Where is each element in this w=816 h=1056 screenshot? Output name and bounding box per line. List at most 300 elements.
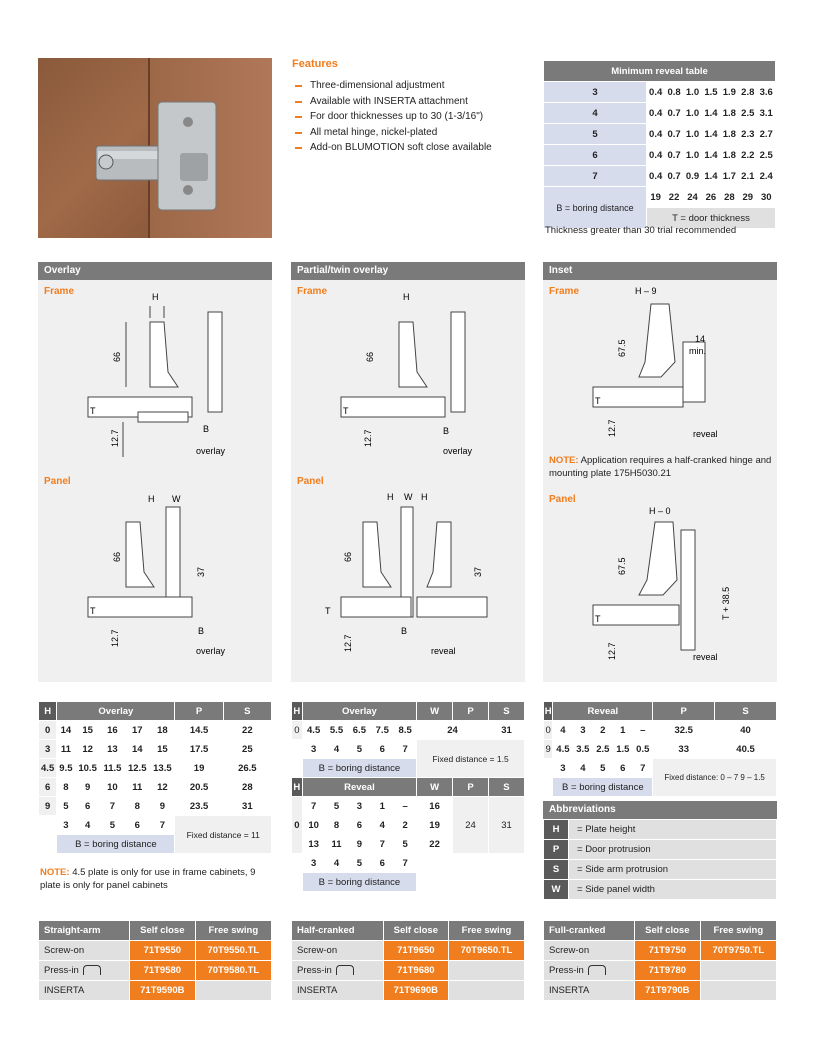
partial-data-table [291, 701, 525, 892]
table-cell: 13 [101, 740, 124, 758]
part-number [449, 961, 524, 980]
diagram-h-label: H [152, 292, 159, 302]
reveal-value-cell: 1.0 [684, 103, 701, 123]
reveal-value-cell: 0.7 [665, 103, 682, 123]
table-cell: 1 [613, 721, 632, 739]
minimum-reveal-table [543, 60, 776, 229]
table-cell: 14 [125, 740, 149, 758]
table-cell: 17.5 [175, 740, 222, 758]
abbreviations-table [543, 819, 777, 900]
table-row [544, 145, 775, 165]
spacer [39, 816, 56, 834]
svg-text:reveal: reveal [693, 429, 718, 439]
table-cell: 5 [348, 740, 370, 758]
overlay-panel-diagram [38, 482, 272, 672]
abbr-key: H [544, 820, 568, 839]
features-title: Features [292, 58, 338, 70]
table-row [292, 921, 524, 940]
reveal-value-cell: 2.5 [757, 145, 775, 165]
reveal-value-cell: 0.4 [647, 103, 664, 123]
table-cell: 22 [417, 835, 452, 853]
boring-label: B = boring distance [553, 778, 652, 796]
abbr-text: Plate height [585, 824, 636, 835]
abbr-text: Side panel width [585, 884, 655, 895]
svg-text:T + 38.5: T + 38.5 [721, 586, 731, 620]
table-cell: 2 [394, 816, 416, 834]
table-cell: 4.5 [39, 759, 56, 777]
thickness-cell: 19 [647, 187, 664, 207]
table-cell: 4 [326, 854, 348, 872]
table-cell: 3 [348, 797, 370, 815]
reveal-value-cell: 0.4 [647, 82, 664, 102]
svg-text:B: B [443, 426, 450, 436]
table-cell: 11.5 [101, 759, 124, 777]
boring-label: B = boring distance [303, 759, 416, 777]
svg-text:67.5: 67.5 [617, 557, 627, 575]
table-cell: 6 [125, 816, 149, 834]
part-number: 70T9750.TL [701, 941, 776, 960]
part-number [701, 961, 776, 980]
table-cell: 31 [489, 797, 524, 853]
table-cell: 1 [371, 797, 393, 815]
overlay-frame-diagram [38, 282, 272, 472]
part-number: 71T9550 [130, 941, 195, 960]
mounting-label: Screw-on [292, 941, 383, 960]
table-row [39, 740, 271, 758]
svg-text:overlay: overlay [443, 446, 473, 456]
table-row [39, 778, 271, 796]
table-cell: 14 [57, 721, 74, 739]
part-number: 70T9650.TL [449, 941, 524, 960]
inset-panel-diagram [543, 500, 777, 675]
table-row [292, 721, 524, 739]
reveal-value-cell: 2.7 [757, 124, 775, 144]
press-in-icon [336, 965, 354, 975]
table-row [39, 921, 271, 940]
reveal-value-cell: 2.8 [739, 82, 756, 102]
svg-text:T: T [595, 396, 601, 406]
table-cell: 9 [150, 797, 174, 815]
table-cell: 33 [653, 740, 714, 758]
reveal-value-cell: 2.4 [757, 166, 775, 186]
feature-item: Available with INSERTA attachment [292, 94, 492, 110]
table-cell: 9 [39, 797, 56, 815]
table-row [544, 740, 776, 758]
table-cell: S [224, 702, 271, 720]
abbr-text: Door protrusion [585, 844, 651, 855]
table-cell: 2.5 [593, 740, 612, 758]
overlay-panel-label: Panel [44, 476, 71, 487]
reveal-value-cell: 1.4 [702, 103, 719, 123]
thickness-cell: 28 [721, 187, 738, 207]
table-row [544, 759, 776, 777]
table-cell: W [417, 778, 452, 796]
reveal-value-cell: 2.3 [739, 124, 756, 144]
reveal-value-cell: 1.4 [702, 145, 719, 165]
table-cell: 8 [125, 797, 149, 815]
spacer [39, 835, 56, 853]
table-row [544, 721, 776, 739]
table-cell: 7 [394, 854, 416, 872]
mounting-label: Press-in [292, 961, 383, 980]
abbr-text: Side arm protrusion [585, 864, 669, 875]
svg-text:W: W [172, 494, 181, 504]
table-cell: 3 [39, 740, 56, 758]
table-row [39, 981, 271, 1000]
table-cell: 22 [224, 721, 271, 739]
abbr-value: = Side arm protrusion [569, 860, 776, 879]
svg-text:H: H [403, 292, 410, 302]
feature-item: Add-on BLUMOTION soft close available [292, 140, 492, 156]
press-in-icon [588, 965, 606, 975]
reveal-value-cell: 0.7 [665, 166, 682, 186]
table-row [292, 740, 524, 758]
table-cell: 12 [150, 778, 174, 796]
table-cell: 12.5 [125, 759, 149, 777]
svg-text:12.7: 12.7 [110, 629, 120, 647]
svg-text:12.7: 12.7 [607, 419, 617, 437]
table-cell: P [175, 702, 222, 720]
overlay-data-table [38, 701, 272, 854]
table-cell: 28 [224, 778, 271, 796]
table-cell: 9.5 [57, 759, 74, 777]
table-cell: 7.5 [371, 721, 393, 739]
svg-text:reveal: reveal [693, 652, 718, 662]
table-row [39, 816, 271, 834]
table-cell [544, 778, 552, 796]
table-cell: 31 [489, 721, 524, 739]
table-cell: – [633, 721, 652, 739]
table-cell: H [292, 778, 302, 796]
table-row [544, 961, 776, 980]
table-cell: 26.5 [224, 759, 271, 777]
table-cell: 32.5 [653, 721, 714, 739]
boring-label: B = boring distance [303, 873, 416, 891]
table-cell: 6 [371, 854, 393, 872]
table-cell: 0.5 [633, 740, 652, 758]
svg-text:reveal: reveal [431, 646, 456, 656]
mounting-label: INSERTA [544, 981, 634, 1000]
boring-label-cell: B = boring distance [544, 187, 646, 228]
svg-text:T: T [90, 606, 96, 616]
overlay-note: NOTE: 4.5 plate is only for use in frame cabinets, 9 plate is only for panel cabinets [40, 867, 256, 891]
free-swing-header: Free swing [701, 921, 776, 940]
table-cell: 1.5 [613, 740, 632, 758]
reveal-value-cell: 1.5 [702, 82, 719, 102]
table-cell: S [489, 702, 524, 720]
table-cell: H [292, 702, 302, 720]
table-cell [544, 759, 552, 777]
svg-text:T: T [343, 406, 349, 416]
product-title: Half-cranked [292, 921, 383, 940]
table-cell: 6 [39, 778, 56, 796]
part-number [449, 981, 524, 1000]
table-cell: H [544, 702, 552, 720]
table-cell: 3 [553, 759, 572, 777]
table-cell: 3 [573, 721, 592, 739]
reveal-value-cell: 1.0 [684, 124, 701, 144]
svg-text:B: B [401, 626, 408, 636]
mounting-label: Screw-on [39, 941, 129, 960]
thickness-cell: 26 [702, 187, 719, 207]
table-cell [292, 873, 302, 891]
reveal-value-cell: 3.6 [757, 82, 775, 102]
table-row [39, 721, 271, 739]
table-cell: 0 [292, 797, 302, 853]
table-cell: 0 [292, 721, 302, 739]
table-cell: P [453, 702, 488, 720]
self-close-header: Self close [130, 921, 195, 940]
reveal-value-cell: 3.1 [757, 103, 775, 123]
hinge-photo [38, 58, 272, 238]
table-row [292, 778, 524, 796]
partial-section-title: Partial/twin overlay [291, 262, 525, 280]
table-cell: 3.5 [573, 740, 592, 758]
table-cell: W [417, 702, 452, 720]
part-number [196, 981, 271, 1000]
table-cell [292, 740, 302, 758]
free-swing-header: Free swing [449, 921, 524, 940]
table-cell: 20.5 [175, 778, 222, 796]
boring-distance-cell: 7 [544, 166, 646, 186]
fixed-distance: Fixed distance = 11 [175, 816, 271, 853]
table-row [292, 941, 524, 960]
abbr-value: = Plate height [569, 820, 776, 839]
table-cell: 4 [573, 759, 592, 777]
table-cell: 18 [150, 721, 174, 739]
reveal-value-cell: 1.8 [721, 145, 738, 165]
table-cell: 3 [303, 854, 325, 872]
table-cell: 7 [150, 816, 174, 834]
svg-text:H: H [421, 492, 428, 502]
reveal-value-cell: 1.4 [702, 124, 719, 144]
thickness-cell: 29 [739, 187, 756, 207]
table-row [292, 702, 524, 720]
table-cell: 15 [76, 721, 100, 739]
boring-distance-cell: 5 [544, 124, 646, 144]
table-cell: 16 [417, 797, 452, 815]
reveal-value-cell: 1.8 [721, 124, 738, 144]
svg-text:W: W [404, 492, 413, 502]
table-row [544, 840, 776, 859]
table-cell: 12 [76, 740, 100, 758]
part-number: 70T9550.TL [196, 941, 271, 960]
reveal-value-cell: 1.4 [702, 166, 719, 186]
abbr-key: W [544, 880, 568, 899]
reveal-header: Reveal [303, 778, 416, 796]
table-cell: 7 [394, 740, 416, 758]
table-cell: 31 [224, 797, 271, 815]
table-cell: 17 [125, 721, 149, 739]
boring-distance-cell: 6 [544, 145, 646, 165]
table-cell: 4 [371, 816, 393, 834]
feature-item: All metal hinge, nickel-plated [292, 125, 492, 141]
table-cell: 19 [417, 816, 452, 834]
svg-text:B: B [198, 626, 205, 636]
table-cell: 40.5 [715, 740, 776, 758]
table-cell: S [715, 702, 776, 720]
part-number: 71T9750 [635, 941, 700, 960]
table-row [544, 880, 776, 899]
table-row [544, 166, 775, 186]
mounting-label: Screw-on [544, 941, 634, 960]
table-row [544, 820, 776, 839]
feature-item: For door thicknesses up to 30 (1-3/16") [292, 109, 492, 125]
table-row [39, 702, 271, 720]
table-cell: 9 [544, 740, 552, 758]
product-title: Straight-arm [39, 921, 129, 940]
overlay-header: Overlay [57, 702, 174, 720]
reveal-header: Reveal [553, 702, 652, 720]
reveal-value-cell: 0.4 [647, 145, 664, 165]
overlay-section [38, 262, 272, 682]
mounting-label: INSERTA [39, 981, 129, 1000]
svg-text:67.5: 67.5 [617, 339, 627, 357]
table-row [39, 759, 271, 777]
table-cell: 13 [303, 835, 325, 853]
svg-text:12.7: 12.7 [343, 634, 353, 652]
table-cell: 10.5 [76, 759, 100, 777]
table-cell: 7 [633, 759, 652, 777]
boring-label: B = boring distance [57, 835, 174, 853]
abbr-key: P [544, 840, 568, 859]
table-row [292, 961, 524, 980]
self-close-header: Self close [635, 921, 700, 940]
table-cell: 13.5 [150, 759, 174, 777]
press-in-icon [83, 965, 101, 975]
partial-frame-label: Frame [297, 286, 328, 297]
svg-text:T: T [325, 606, 331, 616]
mounting-label: Press-in [39, 961, 129, 980]
table-cell: 6 [371, 740, 393, 758]
table-cell: 4 [553, 721, 572, 739]
table-row [292, 873, 524, 891]
table-cell: 19 [175, 759, 222, 777]
part-number [701, 981, 776, 1000]
table-row [544, 82, 775, 102]
table-row [544, 124, 775, 144]
product-title: Full-cranked [544, 921, 634, 940]
table-cell: 5 [326, 797, 348, 815]
reveal-value-cell: 2.2 [739, 145, 756, 165]
part-number: 71T9650 [384, 941, 448, 960]
table-cell: 6 [613, 759, 632, 777]
svg-text:66: 66 [112, 551, 122, 562]
table-row [544, 981, 776, 1000]
reveal-value-cell: 1.0 [684, 82, 701, 102]
table-cell: 16 [101, 721, 124, 739]
table-cell: 9 [76, 778, 100, 796]
svg-text:overlay: overlay [196, 446, 226, 456]
overlay-frame-label: Frame [44, 286, 75, 297]
table-cell: 5.5 [326, 721, 348, 739]
inset-data-table [543, 701, 777, 797]
table-cell: 24 [453, 797, 488, 853]
table-cell: 6 [348, 816, 370, 834]
half-cranked-table [291, 920, 525, 1001]
table-cell: 25 [224, 740, 271, 758]
fixed-distance: Fixed distance = 1.5 [417, 740, 524, 777]
part-number: 71T9580 [130, 961, 195, 980]
table-cell: P [453, 778, 488, 796]
abbr-value: = Side panel width [569, 880, 776, 899]
table-cell: 2 [593, 721, 612, 739]
overlay-header: Overlay [303, 702, 416, 720]
thickness-cell: 24 [684, 187, 701, 207]
svg-text:66: 66 [365, 351, 375, 362]
table-cell: 7 [303, 797, 325, 815]
table-row [544, 921, 776, 940]
table-cell: 3 [303, 740, 325, 758]
straight-arm-table [38, 920, 272, 1001]
table-row [292, 797, 524, 815]
table-cell: 24 [417, 721, 488, 739]
part-number: 71T9690B [384, 981, 448, 1000]
part-number: 71T9590B [130, 981, 195, 1000]
table-cell: 7 [371, 835, 393, 853]
svg-text:H – 9: H – 9 [635, 286, 657, 296]
svg-text:37: 37 [473, 566, 483, 577]
table-cell: 23.5 [175, 797, 222, 815]
table-cell [292, 759, 302, 777]
table-row [544, 187, 775, 207]
table-cell: 11 [57, 740, 74, 758]
table-cell: 5 [394, 835, 416, 853]
reveal-value-cell: 0.4 [647, 166, 664, 186]
table-cell: 10 [101, 778, 124, 796]
table-cell: 5 [593, 759, 612, 777]
partial-frame-diagram [291, 282, 525, 472]
reveal-value-cell: 0.8 [665, 82, 682, 102]
thickness-cell: 30 [757, 187, 775, 207]
table-cell: 14.5 [175, 721, 222, 739]
table-cell: 11 [125, 778, 149, 796]
table-cell: 5 [348, 854, 370, 872]
inset-panel-label: Panel [549, 494, 576, 505]
svg-text:12.7: 12.7 [110, 429, 120, 447]
inset-section-title: Inset [543, 262, 777, 280]
feature-item: Three-dimensional adjustment [292, 78, 492, 94]
table-row [544, 702, 776, 720]
svg-text:14: 14 [695, 334, 706, 344]
table-row [544, 860, 776, 879]
abbr-value: = Door protrusion [569, 840, 776, 859]
reveal-value-cell: 1.9 [721, 82, 738, 102]
part-number: 71T9780 [635, 961, 700, 980]
abbreviations-title: Abbreviations [543, 801, 777, 819]
self-close-header: Self close [384, 921, 448, 940]
table-cell: 4 [326, 740, 348, 758]
reveal-value-cell: 2.1 [739, 166, 756, 186]
table-cell: 15 [150, 740, 174, 758]
svg-text:12.7: 12.7 [363, 429, 373, 447]
full-cranked-table [543, 920, 777, 1001]
table-cell: 8 [57, 778, 74, 796]
reveal-value-cell: 1.8 [721, 103, 738, 123]
table-cell: 6 [76, 797, 100, 815]
svg-text:H – 0: H – 0 [649, 506, 671, 516]
inset-frame-label: Frame [549, 286, 580, 297]
partial-panel-diagram [291, 482, 525, 672]
table-cell: 7 [101, 797, 124, 815]
boring-distance-cell: 4 [544, 103, 646, 123]
svg-text:37: 37 [196, 566, 206, 577]
partial-overlay-section [291, 262, 525, 682]
table-cell: H [39, 702, 56, 720]
table-row [292, 854, 524, 872]
svg-text:66: 66 [112, 351, 122, 362]
svg-text:H: H [387, 492, 394, 502]
